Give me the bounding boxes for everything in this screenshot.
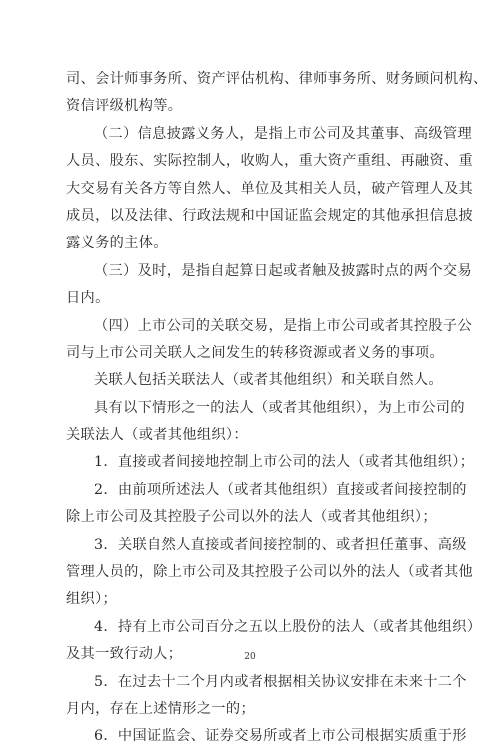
text-line-17: 除上市公司及其控股子公司以外的法人（或者其他组织）； [66,509,437,526]
text-line-4: 人员、股东、实际控制人，收购人，重大资产重组、再融资、重 [66,153,474,170]
text-line-16: 2．由前项所述法人（或者其他组织）直接或者间接控制的 [94,481,467,498]
text-line-24: 月内，存在上述情形之一的； [66,700,255,717]
text-line-3: （二）信息披露义务人，是指上市公司及其董事、高级管理 [94,125,472,142]
text-line-5: 大交易有关各方等自然人、单位及其相关人员，破产管理人及其 [66,180,474,197]
text-line-12: 关联人包括关联法人（或者其他组织）和关联自然人。 [94,372,443,389]
text-line-25: 6．中国证监会、证券交易所或者上市公司根据实质重于形 [94,728,467,745]
text-line-6: 成员，以及法律、行政法规和中国证监会规定的其他承担信息披 [66,207,474,224]
text-line-9: 日内。 [66,290,110,307]
text-line-20: 组织）； [66,591,118,608]
text-line-21: 4．持有上市公司百分之五以上股份的法人（或者其他组织） [94,618,482,635]
text-line-7: 露义务的主体。 [66,235,168,252]
text-line-19: 管理人员的，除上市公司及其控股子公司以外的法人（或者其他 [66,564,474,581]
text-line-22: 及其一致行动人； [66,646,183,663]
text-line-11: 司与上市公司关联人之间发生的转移资源或者义务的事项。 [66,344,444,361]
text-line-18: 3．关联自然人直接或者间接控制的、或者担任董事、高级 [94,536,467,553]
text-line-1: 司、会计师事务所、资产评估机构、律师事务所、财务顾问机构、 [66,71,488,87]
text-line-14: 关联法人（或者其他组织）： [66,427,248,444]
page-number: 20 [244,652,256,662]
text-line-13: 具有以下情形之一的法人（或者其他组织），为上市公司的 [94,399,465,416]
text-line-2: 资信评级机构等。 [66,98,183,115]
text-line-10: （四）上市公司的关联交易，是指上市公司或者其控股子公 [94,317,472,334]
body-text [66,66,488,751]
text-line-15: 1．直接或者间接地控制上市公司的法人（或者其他组织）； [94,454,475,471]
text-line-8: （三）及时，是指自起算日起或者触及披露时点的两个交易 [94,262,472,279]
text-line-23: 5．在过去十二个月内或者根据相关协议安排在未来十二个 [94,673,467,690]
